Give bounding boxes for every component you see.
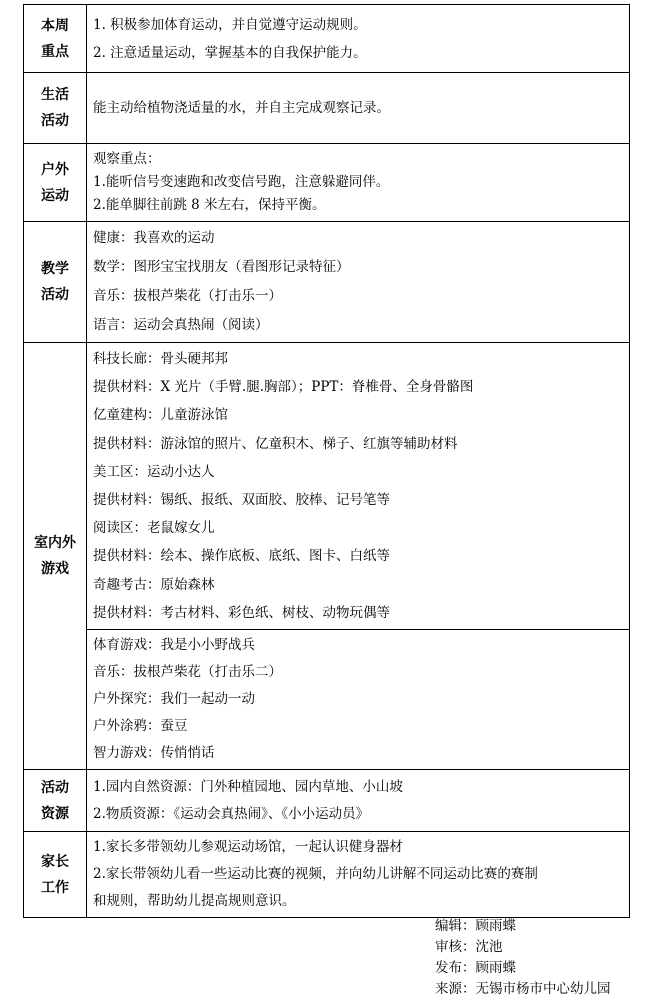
row-header-line: 活动: [41, 287, 69, 303]
row-content: [87, 144, 630, 222]
row-parent-work: [24, 832, 630, 918]
row-header: [24, 144, 87, 222]
row-games-indoor: [24, 343, 630, 630]
content-line: 语言：运动会真热闹（阅读）: [93, 317, 269, 333]
row-games-outdoor: [24, 630, 630, 770]
credit-source: 来源：无锡市杨市中心幼儿园: [435, 981, 611, 997]
content-line: 美工区：运动小达人: [93, 463, 215, 480]
row-header: [24, 832, 87, 918]
row-header-line: 活动: [41, 779, 69, 796]
credit-editor: 编辑：顾雨蝶: [435, 918, 516, 934]
credit-reviewer: 审核：沈池: [435, 939, 503, 955]
row-header-line: 资源: [41, 805, 69, 822]
row-content: [87, 222, 630, 343]
row-header-line: 本周: [41, 17, 69, 34]
content-line: 提供材料：X 光片（手臂.腿.胸部）；PPT：脊椎骨、全身骨骼图: [93, 379, 474, 396]
content-line: 体育游戏：我是小小野战兵: [93, 637, 255, 654]
content-line: 音乐：拔根芦柴花（打击乐一）: [93, 288, 282, 304]
content-line: 2. 注意适量运动，掌握基本的自我保护能力。: [93, 44, 367, 61]
content-line: 数学：图形宝宝找朋友（看图形记录特征）: [93, 259, 350, 275]
content-line: 提供材料：锡纸、报纸、双面胶、胶棒、记号笔等: [93, 492, 390, 509]
row-content: [87, 73, 630, 144]
row-weekly-focus: [24, 5, 630, 73]
credit-publisher: 发布：顾雨蝶: [435, 960, 516, 976]
row-header-line: 室内外: [34, 535, 76, 552]
content-line: 亿童建构：儿童游泳馆: [93, 407, 228, 424]
content-line: 观察重点：: [93, 151, 161, 167]
row-header-line: 教学: [41, 261, 69, 277]
row-outdoor-sport: [24, 144, 630, 222]
row-header-line: 户外: [41, 161, 69, 178]
content-line: 奇趣考古：原始森林: [93, 576, 215, 593]
row-header-line: 家长: [41, 853, 69, 870]
content-line: 2.物质资源：《运动会真热闹》、《小小运动员》: [93, 805, 370, 822]
row-content: [87, 832, 630, 918]
content-line: 1.能听信号变速跑和改变信号跑，注意躲避同伴。: [93, 174, 390, 190]
content-line: 音乐：拔根芦柴花（打击乐二）: [93, 664, 282, 681]
row-header: [24, 73, 87, 144]
outdoor-games-content: [87, 630, 630, 770]
weekly-plan-table: [23, 4, 630, 918]
content-line: 阅读区：老鼠嫁女儿: [93, 520, 215, 537]
content-line: 科技长廊：骨头硬邦邦: [93, 351, 228, 367]
row-header-line: 重点: [41, 43, 69, 60]
row-header-line: 运动: [41, 187, 69, 204]
row-content: [87, 5, 630, 73]
credits-block: [435, 916, 611, 1000]
row-resources: [24, 770, 630, 832]
row-header: [24, 5, 87, 73]
row-header-line: 活动: [41, 113, 69, 129]
row-daily-life: [24, 73, 630, 144]
content-line: 户外探究：我们一起动一动: [93, 691, 255, 708]
row-header-line: 生活: [41, 87, 69, 103]
content-line: 2.家长带领幼儿看一些运动比赛的视频，并向幼儿讲解不同运动比赛的赛制: [93, 866, 538, 883]
content-line: 户外涂鸦：蚕豆: [93, 718, 188, 735]
content-line: 和规则，帮助幼儿提高规则意识。: [93, 893, 296, 910]
content-line: 健康：我喜欢的运动: [93, 230, 215, 246]
content-line: 提供材料：游泳馆的照片、亿童积木、梯子、红旗等辅助材料: [93, 435, 458, 452]
row-header-line: 游戏: [41, 561, 69, 578]
row-content: [87, 770, 630, 832]
content-line: 提供材料：考古材料、彩色纸、树枝、动物玩偶等: [93, 604, 390, 621]
content-line: 智力游戏：传悄悄话: [93, 745, 215, 762]
content-line: 2.能单脚往前跳 8 米左右，保持平衡。: [93, 197, 326, 213]
content-line: 能主动给植物浇适量的水，并自主完成观察记录。: [93, 100, 390, 116]
indoor-games-content: [87, 343, 630, 630]
row-header: [24, 343, 87, 770]
row-teaching: [24, 222, 630, 343]
row-header: [24, 770, 87, 832]
content-line: 1.园内自然资源：门外种植园地、园内草地、小山坡: [93, 778, 403, 795]
row-header: [24, 222, 87, 343]
content-line: 提供材料：绘本、操作底板、底纸、图卡、白纸等: [93, 548, 390, 565]
row-header-line: 工作: [41, 879, 69, 896]
content-line: 1.家长多带领幼儿参观运动场馆，一起认识健身器材: [93, 839, 403, 856]
content-line: 1. 积极参加体育运动，并自觉遵守运动规则。: [93, 16, 367, 33]
